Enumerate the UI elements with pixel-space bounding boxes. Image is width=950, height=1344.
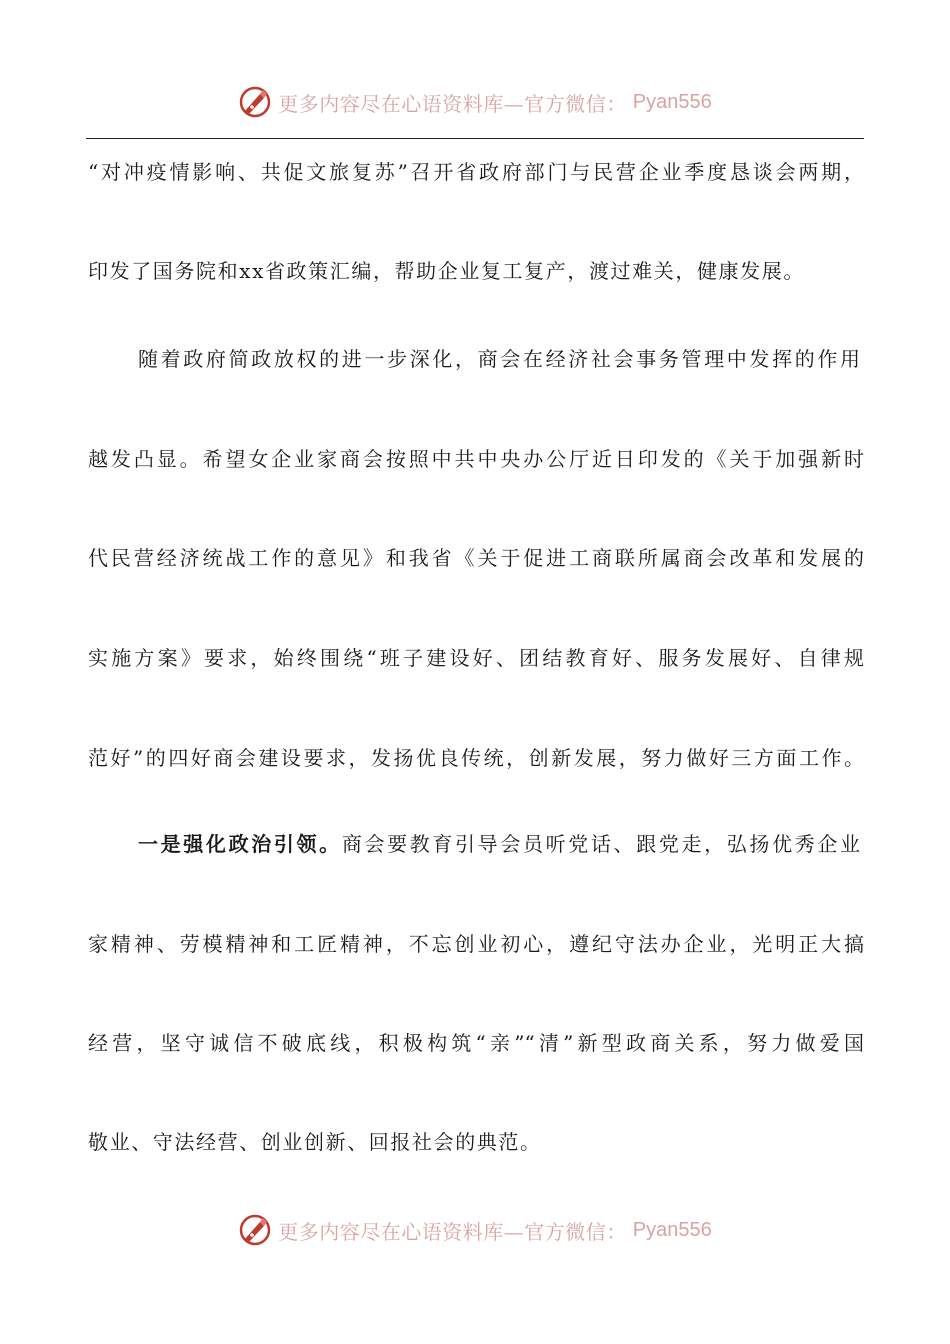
paragraph-3-line-3: 经营，坚守诚信不破底线，积极构筑“亲”“清”新型政商关系，努力做爱国 <box>88 1031 864 1055</box>
header-banner-text: 更多内容尽在心语资料库—官方微信： <box>278 91 627 116</box>
paragraph-3-lead-bold: 一是强化政治引领。 <box>138 832 342 856</box>
header-banner <box>0 82 950 122</box>
paragraph-2-line-2: 越发凸显。希望女企业家商会按照中共中央办公厅近日印发的《关于加强新时 <box>88 447 864 471</box>
paragraph-2-line-1: 随着政府简政放权的进一步深化，商会在经济社会事务管理中发挥的作用 <box>138 347 860 371</box>
paragraph-2-line-4: 实施方案》要求，始终围绕“班子建设好、团结教育好、服务发展好、自律规 <box>88 646 864 670</box>
body-line-2: 印发了国务院和xx省政策汇编，帮助企业复工复产，渡过难关，健康发展。 <box>88 259 805 283</box>
paragraph-2-line-5: 范好”的四好商会建设要求，发扬优良传统，创新发展，努力做好三方面工作。 <box>88 746 864 770</box>
footer-wechat-id: Pyan556 <box>632 1218 712 1241</box>
paragraph-2-line-3: 代民营经济统战工作的意见》和我省《关于促进工商联所属商会改革和发展的 <box>88 546 864 570</box>
pen-nib-logo-icon <box>238 85 272 119</box>
footer-banner <box>0 1210 950 1250</box>
paragraph-3-line-1 <box>138 830 860 858</box>
pen-nib-logo-icon <box>238 1213 272 1247</box>
body-line-1: “对冲疫情影响、共促文旅复苏”召开省政府部门与民营企业季度恳谈会两期， <box>88 160 864 184</box>
header-wechat-id: Pyan556 <box>632 90 712 113</box>
paragraph-3-first-rest: 商会要教育引导会员听党话、跟党走，弘扬优秀企业 <box>341 832 860 856</box>
header-divider <box>86 138 864 139</box>
paragraph-3-line-2: 家精神、劳模精神和工匠精神，不忘创业初心，遵纪守法办企业，光明正大搞 <box>88 932 864 956</box>
paragraph-3-line-4: 敬业、守法经营、创业创新、回报社会的典范。 <box>88 1130 542 1154</box>
footer-banner-text: 更多内容尽在心语资料库—官方微信： <box>278 1219 627 1244</box>
